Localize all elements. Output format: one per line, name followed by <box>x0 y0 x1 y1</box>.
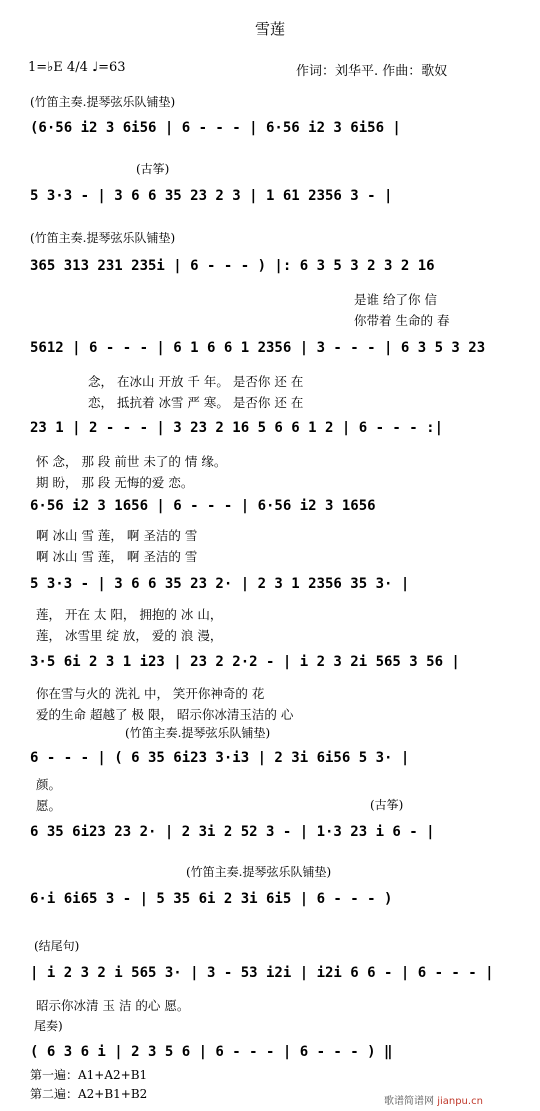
lyric-line: 你在雪与火的 洗礼 中， 笑开你神奇的 花 <box>36 686 265 701</box>
notation-line: | i 2 3 2 i 565 3· | 3 - 53 i2i | i2i 6 6 - | 6 - - - | <box>30 965 494 981</box>
notation-line: 6 35 6i23 23 2· | 2 3i 2 52 3 - | 1·3 23 i 6 - | <box>30 824 435 840</box>
lyric-line: 愿。 <box>36 798 62 813</box>
annotation: (古筝) <box>370 798 404 812</box>
notation-line: 6·i 6i65 3 - | 5 35 6i 2 3i 6i5 | 6 - - - ) <box>30 891 393 907</box>
annotation: 尾奏) <box>34 1019 63 1033</box>
lyric-line: 怀 念， 那 段 前世 未了的 情 缘。 <box>36 454 227 469</box>
notation-line: (6·56 i2 3 6i56 | 6 - - - | 6·56 i2 3 6i56 | <box>30 120 401 136</box>
annotation: (竹笛主奏.提琴弦乐队铺垫) <box>186 865 332 879</box>
lyric-line: 念， 在冰山 开放 千 年。 是否你 还 在 <box>88 374 304 389</box>
lyric-line: 恋， 抵抗着 冰雪 严 寒。 是否你 还 在 <box>88 395 304 410</box>
lyric-line: 是谁 给了你 信 <box>354 292 437 307</box>
notation-line: 6 - - - | ( 6 35 6i23 3·i3 | 2 3i 6i56 5 3· | <box>30 750 410 766</box>
notation-line: 5 3·3 - | 3 6 6 35 23 2 3 | 1 61 2356 3 - | <box>30 188 393 204</box>
credits: 作词：刘华平. 作曲：歌奴 <box>296 64 448 79</box>
notation-line: 23 1 | 2 - - - | 3 23 2 16 5 6 6 1 2 | 6 - - - :| <box>30 420 444 436</box>
annotation: (竹笛主奏.提琴弦乐队铺垫) <box>30 95 176 109</box>
notation-line: ( 6 3 6 i | 2 3 5 6 | 6 - - - | 6 - - - ) ‖ <box>30 1044 393 1060</box>
lyric-line: 颜。 <box>36 777 62 792</box>
lyric-line: 莲， 开在 太 阳， 拥抱的 冰 山， <box>36 607 223 622</box>
lyric-line: 莲， 冰雪里 绽 放， 爱的 浪 漫， <box>36 628 223 643</box>
lyric-line: 啊 冰山 雪 莲， 啊 圣洁的 雪 <box>36 549 198 564</box>
lyric-line: 你带着 生命的 春 <box>354 313 450 328</box>
annotation: (竹笛主奏.提琴弦乐队铺垫) <box>125 726 271 740</box>
page-title: 雪莲 <box>254 20 285 38</box>
watermark-prefix: 歌谱简谱网 <box>384 1096 434 1107</box>
annotation: (结尾句) <box>34 939 80 953</box>
lyric-line: 啊 冰山 雪 莲， 啊 圣洁的 雪 <box>36 528 198 543</box>
watermark-suffix: jianpu.cn <box>437 1096 483 1107</box>
notation-line: 5612 | 6 - - - | 6 1 6 6 1 2356 | 3 - - - | 6 3 5 3 23 <box>30 340 486 356</box>
footer-note: 第一遍：A1+A2+B1 <box>30 1068 148 1082</box>
footer-note: 第二遍：A2+B1+B2 <box>30 1087 148 1101</box>
notation-line: 3·5 6i 2 3 1 i23 | 23 2 2·2 - | i 2 3 2i 565 3 56 | <box>30 654 460 670</box>
lyric-line: 昭示你冰清 玉 洁 的心 愿。 <box>36 998 190 1013</box>
lyric-line: 期 盼， 那 段 无悔的爱 恋。 <box>36 475 194 490</box>
lyric-line: 爱的生命 超越了 极 限， 昭示你冰清玉洁的 心 <box>36 707 294 722</box>
annotation: (竹笛主奏.提琴弦乐队铺垫) <box>30 231 176 245</box>
notation-line: 5 3·3 - | 3 6 6 35 23 2· | 2 3 1 2356 35 3· | <box>30 576 410 592</box>
notation-line: 365 313 231 235i | 6 - - - ) |: 6 3 5 3 2 3 2 16 <box>30 258 435 274</box>
annotation: (古筝) <box>136 162 170 176</box>
notation-line: 6·56 i2 3 1656 | 6 - - - | 6·56 i2 3 1656 <box>30 498 376 514</box>
watermark <box>384 1092 483 1107</box>
key-signature: 1=♭E 4/4 ♩=63 <box>28 60 126 75</box>
